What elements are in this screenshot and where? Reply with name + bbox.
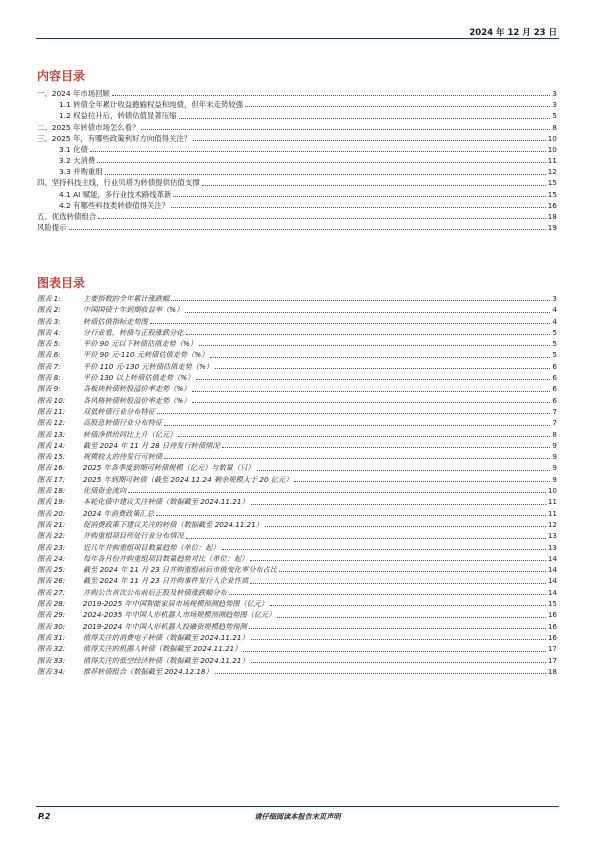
figure-label: 2019-2024 年中国人形机器人投融资规模趋势预测 <box>83 621 247 631</box>
toc-entry[interactable] <box>37 144 557 155</box>
figure-page: 15 <box>547 599 557 609</box>
dot-leader <box>243 650 545 652</box>
figure-number: 图表 14: <box>37 440 66 450</box>
figure-entry[interactable] <box>37 542 557 553</box>
toc-entry-label: 4.2 有哪些科技类转债值得关注？ <box>59 200 170 210</box>
toc-entry-page: 3 <box>552 100 557 110</box>
figure-number: 图表 33: <box>37 655 66 665</box>
figure-page: 16 <box>547 610 557 620</box>
figure-entry[interactable] <box>37 372 557 383</box>
figure-entry[interactable] <box>37 462 557 473</box>
figure-number: 图表 27: <box>37 587 66 597</box>
figure-number: 图表 6: <box>37 350 61 360</box>
dot-leader <box>192 390 550 392</box>
figure-number: 图表 1: <box>37 294 61 303</box>
dot-leader <box>265 525 546 527</box>
toc-entry-label: 一、2024 年市场回顾 <box>37 88 110 98</box>
figure-number: 图表 13: <box>37 429 66 439</box>
figure-label: 每年各月份并购重组项目数量趋势对比（单位：起） <box>83 553 249 563</box>
figure-page: 6 <box>552 361 557 371</box>
dot-leader <box>179 117 551 119</box>
figure-page: 9 <box>552 452 557 462</box>
figure-label: 转债估值指标走势图 <box>83 316 148 326</box>
figure-page: 5 <box>552 339 557 349</box>
figure-page: 6 <box>552 384 557 394</box>
figure-entry[interactable] <box>37 485 557 496</box>
figure-page: 14 <box>547 565 557 575</box>
figure-label: 化债资金流向 <box>83 486 127 496</box>
figure-page: 13 <box>547 542 557 552</box>
dot-leader <box>250 582 546 584</box>
report-date: 2024 年 12 月 23 日 <box>469 28 557 38</box>
figure-entry[interactable] <box>37 451 557 462</box>
figure-page: 8 <box>552 429 557 439</box>
figure-entry[interactable] <box>37 304 557 315</box>
dot-leader <box>193 139 545 141</box>
figure-label: 2024 年消费政策汇总 <box>83 508 154 518</box>
figure-page: 17 <box>547 644 557 654</box>
figure-page: 16 <box>547 632 557 642</box>
figure-label: 分行业看，转债与正股涨跌分化 <box>83 327 184 337</box>
figure-number: 图表 28: <box>37 599 66 609</box>
figure-label: 中国国债十年到期收益率（%） <box>83 305 184 315</box>
figure-number: 图表 19: <box>37 497 66 507</box>
figure-label: 主要指数的全年累计涨跌幅 <box>83 294 170 303</box>
figure-entry[interactable] <box>37 406 557 417</box>
toc-entry-label: 3.2 大消费 <box>59 156 96 166</box>
figure-entry[interactable] <box>37 338 557 349</box>
figure-page: 3 <box>552 294 557 303</box>
figure-page: 9 <box>552 440 557 450</box>
figure-number: 图表 2: <box>37 305 61 315</box>
dot-leader <box>112 94 550 96</box>
figure-entry[interactable] <box>37 496 557 507</box>
toc-entry[interactable] <box>37 99 557 110</box>
dot-leader <box>202 184 546 186</box>
figure-number: 图表 12: <box>37 418 66 428</box>
toc-entry[interactable] <box>37 110 557 121</box>
figure-label: 2025 年各季度到期可转债规模（亿元）与数量（只） <box>83 463 255 473</box>
toc-entry[interactable] <box>37 200 557 211</box>
figure-label: 高股息转债行业分布特征 <box>83 418 163 428</box>
figure-label: 值得关注的机器人转债（数据截至 2024.11.21） <box>83 644 242 654</box>
dot-leader <box>249 627 546 629</box>
figure-number: 图表 23: <box>37 542 66 552</box>
figure-entry[interactable] <box>37 587 557 598</box>
dot-leader <box>294 480 550 482</box>
dot-leader <box>257 469 551 471</box>
figure-page: 11 <box>547 497 557 507</box>
figure-label: 推荐转债组合（数据截至 2024.12.18） <box>83 666 213 676</box>
figure-label: 值得关注的低空经济转债（数据截至 2024.11.21） <box>83 655 249 665</box>
figure-number: 图表 32: <box>37 644 66 654</box>
figure-label: 各风格转债转股溢价率走势（%） <box>83 395 191 405</box>
toc-entry-page: 18 <box>547 212 557 222</box>
toc-entry-label: 3.3 并购重组 <box>59 167 103 177</box>
figure-page: 14 <box>547 576 557 586</box>
figure-label: 截至 2024 年 11 月 23 日并购事件发行人企业性质 <box>83 576 249 586</box>
figure-entry[interactable] <box>37 349 557 360</box>
toc-entry-label: 二、2025 年转债市场怎么看？ <box>37 122 140 132</box>
figure-entry[interactable] <box>37 598 557 609</box>
figures-list <box>37 293 557 677</box>
toc-entry[interactable] <box>37 189 557 200</box>
contents-list <box>37 88 557 233</box>
figure-label: 平价 90 元-110 元转债估值走势（%） <box>83 350 209 360</box>
dot-leader <box>156 514 546 516</box>
figure-number: 图表 17: <box>37 474 66 484</box>
dot-leader <box>279 570 546 572</box>
toc-entry-page: 12 <box>547 167 557 177</box>
figure-page: 9 <box>552 474 557 484</box>
figure-number: 图表 26: <box>37 576 66 586</box>
figure-page: 6 <box>552 395 557 405</box>
toc-entry-label: 三、2025 年，有哪些政策利好方向值得关注？ <box>37 133 192 143</box>
figure-label: 值得关注的消费电子转债（数据截至 2024.11.21） <box>83 632 249 642</box>
figure-entry[interactable] <box>37 553 557 564</box>
figure-number: 图表 10: <box>37 395 66 405</box>
figure-label: 并购公告首次公布前后正股及转债涨跌幅分布 <box>83 587 227 597</box>
toc-entry[interactable] <box>37 178 557 189</box>
dot-leader <box>196 378 550 380</box>
dot-leader <box>171 206 545 208</box>
toc-entry-page: 15 <box>547 189 557 199</box>
dot-leader <box>98 217 545 219</box>
figures-title: 图表目录 <box>37 276 86 290</box>
figure-label: 截至 2024 年 11 月 23 日并购重组前后市值变化率分布占比 <box>83 565 278 575</box>
figure-label: 截至 2024 年 11 月 28 日待发行转债情况 <box>83 440 220 450</box>
toc-entry[interactable] <box>37 122 557 133</box>
dot-leader <box>215 672 546 674</box>
toc-entry-page: 15 <box>547 178 557 188</box>
figure-number: 图表 9: <box>37 384 61 394</box>
toc-entry[interactable] <box>37 155 557 166</box>
dot-leader <box>90 150 546 152</box>
figure-page: 14 <box>547 553 557 563</box>
figure-page: 4 <box>552 305 557 315</box>
figure-label: 规模较大的待发行可转债 <box>83 452 163 462</box>
figure-label: 并购重组项目所处行业分布情况 <box>83 531 184 541</box>
disclaimer-note: 请仔细阅读本报告末页声明 <box>254 812 341 821</box>
toc-entry-page: 16 <box>547 200 557 210</box>
figure-page: 11 <box>547 508 557 518</box>
figure-entry[interactable] <box>37 417 557 428</box>
toc-entry-label: 四、坚持科技主线，行业贝塔为转债提供估值支撑 <box>37 178 200 188</box>
figure-number: 图表 7: <box>37 361 61 371</box>
figure-number: 图表 16: <box>37 463 66 473</box>
figure-number: 图表 20: <box>37 508 66 518</box>
figure-label: 近几年并购重组项目数量趋势（单位：起） <box>83 542 220 552</box>
figure-page: 12 <box>547 519 557 529</box>
toc-entry-page: 10 <box>547 144 557 154</box>
figure-entry[interactable] <box>37 361 557 372</box>
figure-number: 图表 18: <box>37 486 66 496</box>
figure-label: 本轮化债中建议关注转债（数据截至 2024.11.21） <box>83 497 249 507</box>
figure-label: 2019-2025 年中国智能家居市场规模预测趋势图（亿元） <box>83 599 269 609</box>
figure-page: 5 <box>552 350 557 360</box>
dot-leader <box>222 446 551 448</box>
figure-entry[interactable] <box>37 429 557 440</box>
toc-entry-label: 1.2 权益拉升后，转债估值显著压缩 <box>59 111 177 121</box>
dot-leader <box>97 161 545 163</box>
toc-entry-label: 3.1 化债 <box>59 144 88 154</box>
figure-entry[interactable] <box>37 519 557 530</box>
figure-entry[interactable] <box>37 609 557 620</box>
dot-leader <box>229 593 546 595</box>
figure-page: 18 <box>547 666 557 676</box>
figure-entry[interactable] <box>37 575 557 586</box>
dot-leader <box>215 367 550 369</box>
figure-entry[interactable] <box>37 508 557 519</box>
toc-entry-label: 风险提示 <box>37 223 67 233</box>
figure-page: 14 <box>547 587 557 597</box>
dot-leader <box>141 128 550 130</box>
figure-page: 6 <box>552 373 557 383</box>
figure-page: 4 <box>552 316 557 326</box>
figure-entry[interactable] <box>37 293 557 304</box>
dot-leader <box>186 537 546 539</box>
figure-label: 转债净供给同比上升（亿元） <box>83 429 177 439</box>
contents-title: 内容目录 <box>37 69 86 83</box>
dot-leader <box>186 333 551 335</box>
dot-leader <box>150 322 551 324</box>
figure-label: 平价 130 以上转债估值走势（%） <box>83 373 195 383</box>
figure-label: 双低转债行业分布特征 <box>83 406 155 416</box>
figure-entry[interactable] <box>37 440 557 451</box>
dot-leader <box>251 661 546 663</box>
figure-number: 图表 30: <box>37 621 66 631</box>
figure-number: 图表 31: <box>37 632 66 642</box>
figure-entry[interactable] <box>37 632 557 643</box>
figure-entry[interactable] <box>37 316 557 327</box>
figure-page: 13 <box>547 531 557 541</box>
figure-page: 10 <box>547 486 557 496</box>
dot-leader <box>171 299 550 301</box>
figure-page: 16 <box>547 621 557 631</box>
figure-entry[interactable] <box>37 474 557 485</box>
dot-leader <box>105 173 546 175</box>
figure-number: 图表 5: <box>37 339 61 349</box>
figure-number: 图表 15: <box>37 452 66 462</box>
toc-entry-page: 5 <box>552 111 557 121</box>
dot-leader <box>251 503 546 505</box>
toc-entry-label: 1.1 转债全年累计收益跑输权益和纯债，但年末走势较强 <box>59 100 244 110</box>
figure-number: 图表 21: <box>37 519 66 529</box>
figure-page: 9 <box>552 463 557 473</box>
toc-entry-page: 19 <box>547 223 557 233</box>
dot-leader <box>128 491 546 493</box>
toc-entry-page: 11 <box>547 156 557 166</box>
figure-entry[interactable] <box>37 395 557 406</box>
dot-leader <box>277 616 545 618</box>
figure-number: 图表 4: <box>37 327 61 337</box>
figure-entry[interactable] <box>37 564 557 575</box>
toc-entry[interactable] <box>37 211 557 222</box>
figure-label: 2024-2035 年中国人形机器人市场规模预测趋势图（亿元） <box>83 610 276 620</box>
page-number: P.2 <box>38 812 51 821</box>
figure-page: 7 <box>552 406 557 416</box>
header-divider <box>36 38 559 39</box>
toc-entry-label: 4.1 AI 赋能，多行业技术路线革新 <box>59 189 172 199</box>
figure-page: 17 <box>547 655 557 665</box>
dot-leader <box>178 435 550 437</box>
dot-leader <box>192 401 550 403</box>
dot-leader <box>250 559 546 561</box>
figure-label: 平价 90 元以下转债估值走势（%） <box>83 339 197 349</box>
toc-entry-page: 8 <box>552 122 557 132</box>
dot-leader <box>157 412 551 414</box>
dot-leader <box>164 457 550 459</box>
figure-number: 图表 29: <box>37 610 66 620</box>
dot-leader <box>199 344 550 346</box>
footer-divider <box>36 806 559 807</box>
toc-entry-page: 3 <box>552 88 557 98</box>
figure-page: 5 <box>552 327 557 337</box>
figure-number: 图表 25: <box>37 565 66 575</box>
toc-entry[interactable] <box>37 222 557 233</box>
toc-entry-label: 五、优选转债组合 <box>37 212 97 222</box>
dot-leader <box>270 604 546 606</box>
figure-number: 图表 11: <box>37 406 66 416</box>
dot-leader <box>185 311 550 313</box>
figure-entry[interactable] <box>37 666 557 677</box>
toc-entry[interactable] <box>37 88 557 99</box>
toc-entry-page: 10 <box>547 133 557 143</box>
toc-entry[interactable] <box>37 166 557 177</box>
figure-label: 2025 年到期可转债（截至 2024.11.24 剩余规模大于 20 亿元） <box>83 474 293 484</box>
toc-entry[interactable] <box>37 133 557 144</box>
figure-label: 各板块转债转股溢价率走势（%） <box>83 384 191 394</box>
figure-number: 图表 24: <box>37 553 66 563</box>
figure-entry[interactable] <box>37 327 557 338</box>
figure-entry[interactable] <box>37 530 557 541</box>
figure-label: 促消费政策下建议关注的转债（数据截至 2024.11.21） <box>83 519 264 529</box>
figure-number: 图表 3: <box>37 316 61 326</box>
figure-label: 平价 110 元-130 元转债估值走势（%） <box>83 361 213 371</box>
dot-leader <box>210 356 550 358</box>
dot-leader <box>173 195 545 197</box>
figure-number: 图表 8: <box>37 373 61 383</box>
figure-entry[interactable] <box>37 655 557 666</box>
dot-leader <box>251 638 546 640</box>
dot-leader <box>164 424 550 426</box>
figure-number: 图表 34: <box>37 666 66 676</box>
figure-entry[interactable] <box>37 643 557 654</box>
dot-leader <box>69 228 546 230</box>
dot-leader <box>245 105 550 107</box>
figure-entry[interactable] <box>37 621 557 632</box>
figure-page: 7 <box>552 418 557 428</box>
figure-entry[interactable] <box>37 383 557 394</box>
dot-leader <box>222 548 546 550</box>
figure-number: 图表 22: <box>37 531 66 541</box>
